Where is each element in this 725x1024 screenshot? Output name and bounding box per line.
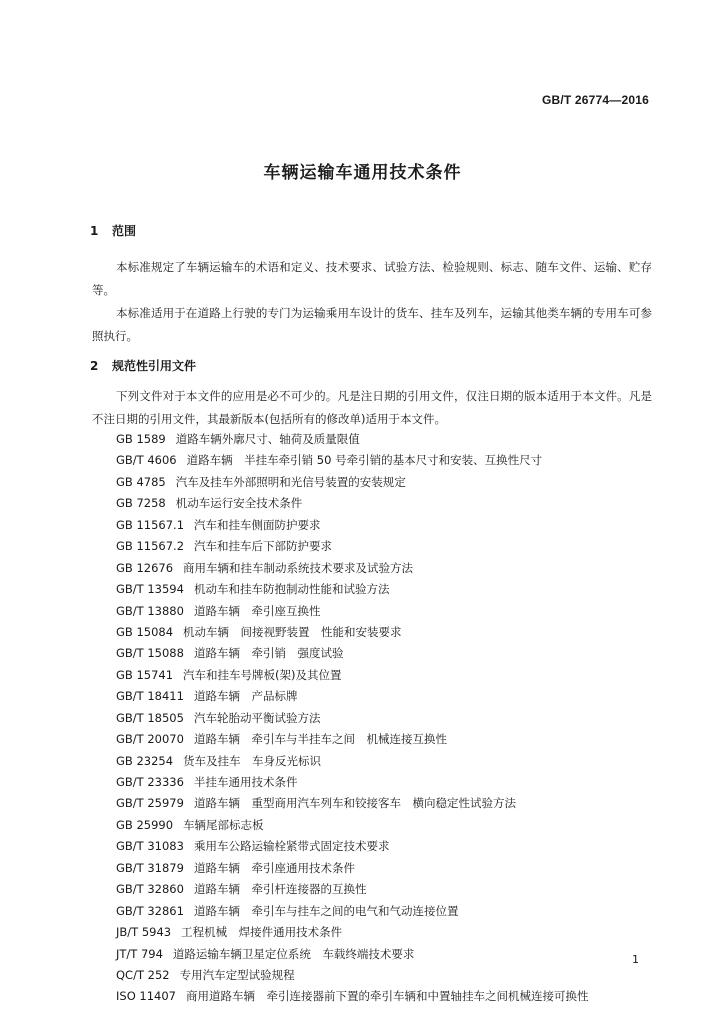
reference-title: 汽车和挂车侧面防护要求 [194,517,321,532]
reference-title: 机动车运行安全技术条件 [175,496,303,511]
reference-code: QC/T 252 [116,967,170,982]
reference-item [116,536,656,557]
reference-code: GB 11567.1 [116,517,185,532]
section-title: 规范性引用文件 [112,359,197,373]
reference-title: 道路车辆 产品标牌 [193,689,298,704]
reference-code: GB/T 4606 [116,453,177,468]
reference-title: 汽车及挂车外部照明和光信号装置的安装规定 [175,474,406,489]
reference-item [116,558,656,579]
reference-code: GB 15741 [116,667,174,682]
reference-code: GB/T 25979 [116,796,184,811]
reference-code: GB 25990 [116,817,174,832]
reference-item [116,836,656,857]
paragraph-scope-1: 本标准规定了车辆运输车的术语和定义、技术要求、试验方法、检验规则、标志、随车文件、运输、贮存等。 [92,260,652,297]
reference-title: 道路车辆 牵引销 强度试验 [193,646,344,661]
reference-code: JB/T 5943 [116,925,172,940]
reference-code: GB/T 15088 [116,646,184,661]
reference-title: 道路车辆 牵引座互换性 [193,603,321,618]
reference-item [116,472,656,493]
reference-item [116,708,656,729]
reference-title: 货车及挂车 车身反光标识 [183,753,322,768]
section-heading-normative-references [90,357,196,374]
reference-title: 汽车轮胎动平衡试验方法 [193,710,321,725]
reference-title: 商用车辆和挂车制动系统技术要求及试验方法 [183,560,414,575]
reference-code: GB/T 18505 [116,710,184,725]
reference-item [116,772,656,793]
reference-code: GB/T 32861 [116,903,184,918]
reference-title: 道路车辆 牵引杆连接器的互换性 [193,882,367,897]
reference-item [116,686,656,707]
reference-code: GB 7258 [116,496,166,511]
reference-code: JT/T 794 [116,946,163,961]
reference-title: 道路车辆 牵引座通用技术条件 [193,860,355,875]
reference-code: ISO 11407 [116,989,176,1004]
reference-item [116,493,656,514]
reference-title: 道路车辆 牵引车与挂车之间的电气和气动连接位置 [193,903,459,918]
reference-title: 机动车辆 间接视野装置 性能和安装要求 [183,624,402,639]
reference-code: GB/T 18411 [116,689,184,704]
reference-item [116,858,656,879]
reference-item [116,622,656,643]
standard-code: GB/T 26774—2016 [541,93,649,107]
reference-item [116,986,656,1007]
document-title: 车辆运输车通用技术条件 [263,163,462,183]
reference-code: GB 1589 [116,432,166,446]
reference-code: GB/T 23336 [116,775,184,789]
reference-item [116,944,656,965]
reference-item [116,601,656,622]
reference-item [116,922,656,943]
reference-item [116,643,656,664]
reference-item [116,751,656,772]
reference-title: 乘用车公路运输栓紧带式固定技术要求 [193,839,390,854]
reference-title: 道路车辆 半挂车牵引销 50 号牵引销的基本尺寸和安装、互换性尺寸 [186,453,543,468]
reference-code: GB 11567.2 [116,539,185,554]
reference-code: GB/T 13594 [116,582,184,597]
reference-item [116,729,656,750]
section-heading-scope [90,222,136,239]
reference-code: GB/T 20070 [116,732,184,747]
reference-title: 专用汽车定型试验规程 [179,967,295,982]
reference-item [116,879,656,900]
reference-item [116,815,656,836]
reference-title: 车辆尾部标志板 [183,817,264,832]
reference-code: GB/T 31083 [116,839,184,854]
reference-title: 道路车辆 重型商用汽车列车和铰接客车 横向稳定性试验方法 [193,796,516,811]
reference-item [116,965,656,986]
reference-item [116,579,656,600]
section-title: 范围 [112,224,137,238]
reference-code: GB 4785 [116,474,166,489]
reference-item [116,793,656,814]
reference-item [116,665,656,686]
reference-code: GB/T 32860 [116,882,184,897]
reference-title: 机动车和挂车防抱制动性能和试验方法 [193,582,390,597]
page-number: 1 [632,953,639,966]
reference-code: GB/T 31879 [116,860,184,875]
reference-title: 工程机械 焊接件通用技术条件 [181,925,343,940]
paragraph-scope-2: 本标准适用于在道路上行驶的专门为运输乘用车设计的货车、挂车及列车，运输其他类车辆的专用车可参照执行。 [92,306,652,343]
reference-title: 半挂车通用技术条件 [193,775,298,789]
section-number: 1 [90,224,99,238]
reference-item [116,515,656,536]
reference-code: GB 12676 [116,560,174,575]
reference-title: 道路车辆外廓尺寸、轴荷及质量限值 [175,432,360,446]
reference-list [116,429,656,1008]
reference-title: 商用道路车辆 牵引连接器前下置的牵引车辆和中置轴挂车之间机械连接可换性 [185,989,589,1004]
reference-code: GB 23254 [116,753,174,768]
paragraph-references-intro: 下列文件对于本文件的应用是必不可少的。凡是注日期的引用文件，仅注日期的版本适用于本文件。凡是不注日期的引用文件，其最新版本(包括所有的修改单)适用于本文件。 [92,389,652,426]
section-number: 2 [90,359,99,373]
reference-code: GB 15084 [116,624,174,639]
reference-title: 汽车和挂车号牌板(架)及其位置 [183,667,342,682]
reference-item [116,901,656,922]
reference-title: 道路车辆 牵引车与半挂车之间 机械连接互换性 [193,732,447,747]
reference-item [116,450,656,471]
reference-title: 道路运输车辆卫星定位系统 车载终端技术要求 [172,946,415,961]
reference-code: GB/T 13880 [116,603,184,618]
reference-title: 汽车和挂车后下部防护要求 [194,539,333,554]
reference-item [116,429,656,450]
